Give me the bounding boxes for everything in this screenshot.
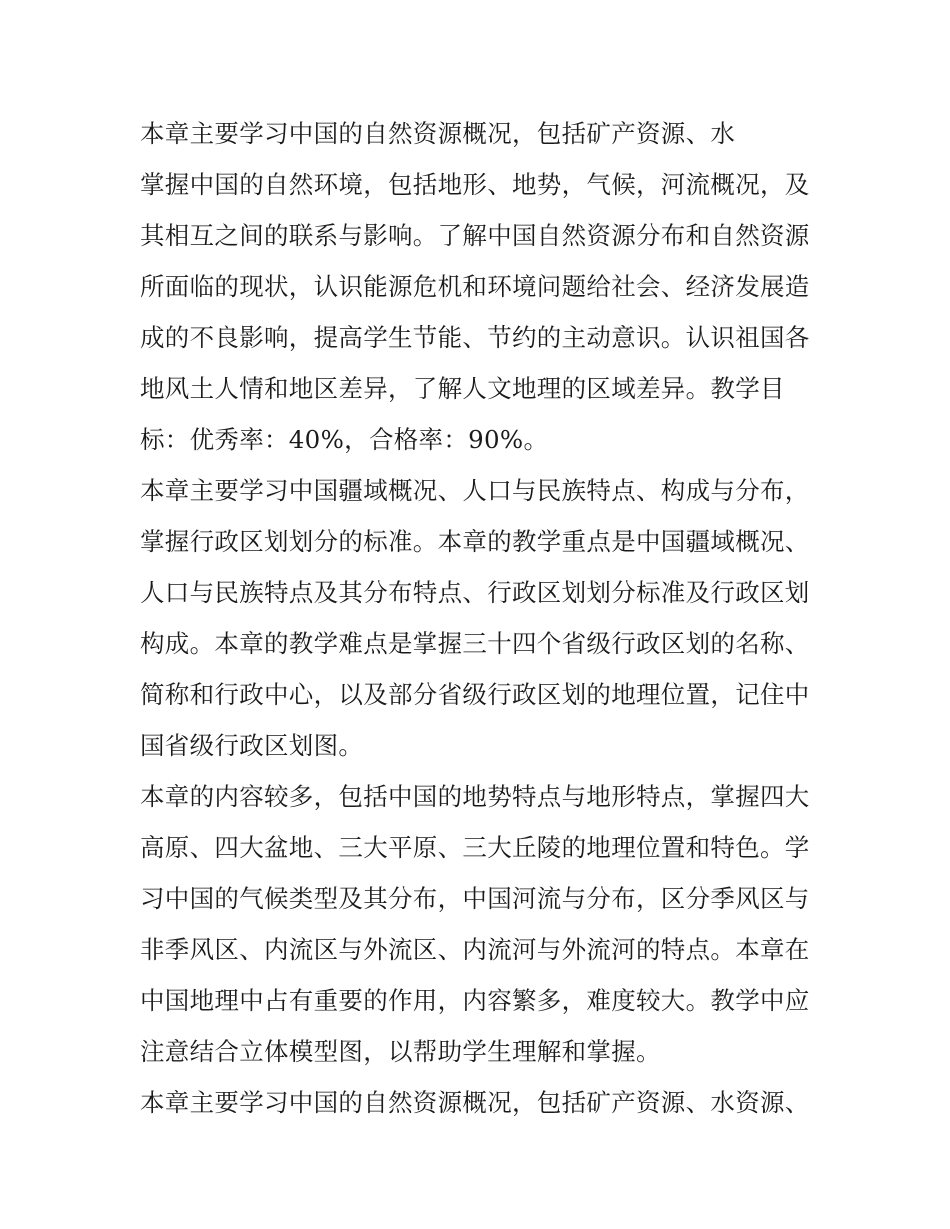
text-line: 本章的内容较多，包括中国的地势特点与地形特点，掌握四大	[140, 782, 810, 811]
text-line: 人口与民族特点及其分布特点、行政区划划分标准及行政区划	[140, 578, 810, 607]
document-body	[140, 108, 820, 1128]
text-line: 高原、四大盆地、三大平原、三大丘陵的地理位置和特色。学	[140, 833, 810, 862]
text-line: 本章主要学习中国疆域概况、人口与民族特点、构成与分布，	[140, 476, 810, 505]
text-line: 中国地理中占有重要的作用，内容繁多，难度较大。教学中应	[140, 986, 810, 1015]
text-line: 本章主要学习中国的自然资源概况，包括矿产资源、水	[140, 119, 736, 148]
text-line: 注意结合立体模型图，以帮助学生理解和掌握。	[140, 1037, 661, 1066]
paragraph-3	[140, 771, 820, 1077]
paragraph-1	[140, 108, 820, 465]
text-line: 构成。本章的教学难点是掌握三十四个省级行政区划的名称、	[140, 629, 810, 658]
text-line: 本章主要学习中国的自然资源概况，包括矿产资源、水资源、	[140, 1088, 810, 1117]
text-line: 国省级行政区划图。	[140, 731, 364, 760]
text-line: 掌握中国的自然环境，包括地形、地势，气候，河流概况，及	[140, 170, 810, 199]
text-line: 成的不良影响，提高学生节能、节约的主动意识。认识祖国各	[140, 323, 810, 352]
paragraph-2	[140, 465, 820, 771]
text-line: 其相互之间的联系与影响。了解中国自然资源分布和自然资源	[140, 221, 810, 250]
text-line: 标：优秀率：40%，合格率：90%。	[140, 425, 549, 454]
text-line: 习中国的气候类型及其分布，中国河流与分布，区分季风区与	[140, 884, 810, 913]
text-line: 地风土人情和地区差异，了解人文地理的区域差异。教学目	[140, 374, 785, 403]
text-line: 掌握行政区划划分的标准。本章的教学重点是中国疆域概况、	[140, 527, 810, 556]
paragraph-4	[140, 1077, 820, 1128]
text-line: 简称和行政中心，以及部分省级行政区划的地理位置，记住中	[140, 680, 810, 709]
text-line: 所面临的现状，认识能源危机和环境问题给社会、经济发展造	[140, 272, 810, 301]
text-line: 非季风区、内流区与外流区、内流河与外流河的特点。本章在	[140, 935, 810, 964]
